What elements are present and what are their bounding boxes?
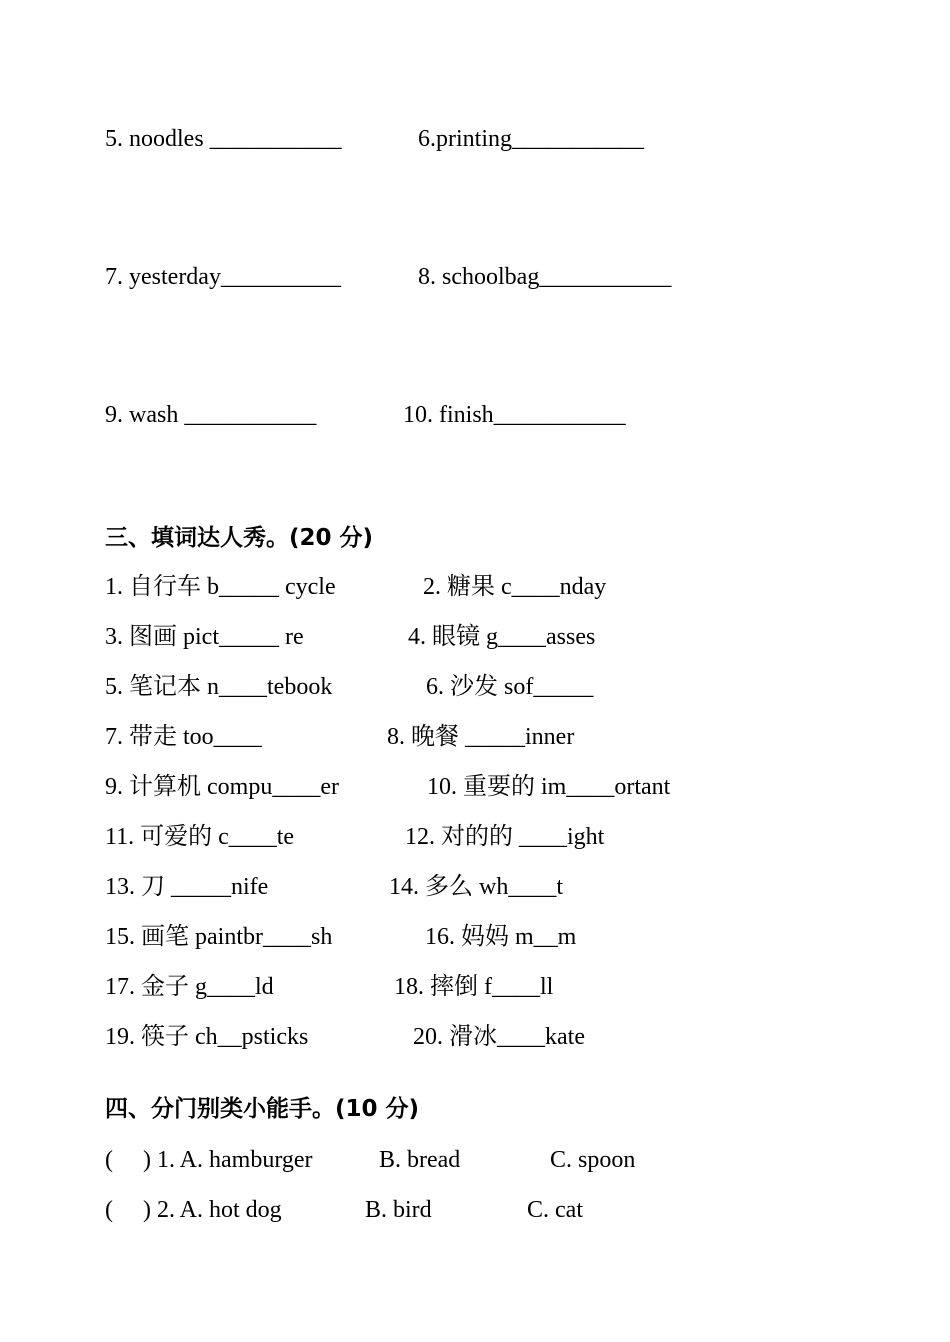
fill-item-1: 1. 自行车 b_____ cycle	[105, 574, 336, 600]
fill-item-14: 14. 多么 wh____t	[389, 874, 563, 900]
fill-item-9: 9. 计算机 compu____er	[105, 774, 339, 800]
fill-item-17: 17. 金子 g____ld	[105, 974, 274, 1000]
fill-item-16: 16. 妈妈 m__m	[425, 924, 577, 950]
classify-item-2-c: C. cat	[527, 1197, 583, 1223]
fill-item-4: 4. 眼镜 g____asses	[408, 624, 596, 650]
fill-item-5: 5. 笔记本 n____tebook	[105, 674, 333, 700]
fill-item-3: 3. 图画 pict_____ re	[105, 624, 304, 650]
classify-item-1-c: C. spoon	[550, 1147, 636, 1173]
classify-item-1-a: ( ) 1. A. hamburger	[105, 1147, 313, 1173]
fill-item-19: 19. 筷子 ch__psticks	[105, 1024, 309, 1050]
vocab-item-5: 5. noodles ___________	[105, 126, 342, 152]
fill-item-10: 10. 重要的 im____ortant	[427, 774, 671, 800]
vocab-item-7: 7. yesterday__________	[105, 264, 341, 290]
fill-item-15: 15. 画笔 paintbr____sh	[105, 924, 333, 950]
fill-item-7: 7. 带走 too____	[105, 724, 262, 750]
fill-item-12: 12. 对的的 ____ight	[405, 824, 605, 850]
fill-item-8: 8. 晚餐 _____inner	[387, 724, 575, 750]
classify-item-2-a: ( ) 2. A. hot dog	[105, 1197, 282, 1223]
fill-item-11: 11. 可爱的 c____te	[105, 824, 295, 850]
classify-item-1-b: B. bread	[379, 1147, 461, 1173]
fill-item-20: 20. 滑冰____kate	[413, 1024, 585, 1050]
vocab-item-8: 8. schoolbag___________	[418, 264, 672, 290]
vocab-item-9: 9. wash ___________	[105, 402, 317, 428]
fill-item-13: 13. 刀 _____nife	[105, 874, 269, 900]
vocab-item-6: 6.printing___________	[418, 126, 644, 152]
section4-heading: 四、分门别类小能手。(10 分)	[105, 1096, 420, 1122]
classify-item-2-b: B. bird	[365, 1197, 432, 1223]
section3-heading: 三、填词达人秀。(20 分)	[105, 525, 374, 551]
fill-item-18: 18. 摔倒 f____ll	[394, 974, 554, 1000]
fill-item-2: 2. 糖果 c____nday	[423, 574, 607, 600]
fill-item-6: 6. 沙发 sof_____	[426, 674, 594, 700]
vocab-item-10: 10. finish___________	[403, 402, 626, 428]
